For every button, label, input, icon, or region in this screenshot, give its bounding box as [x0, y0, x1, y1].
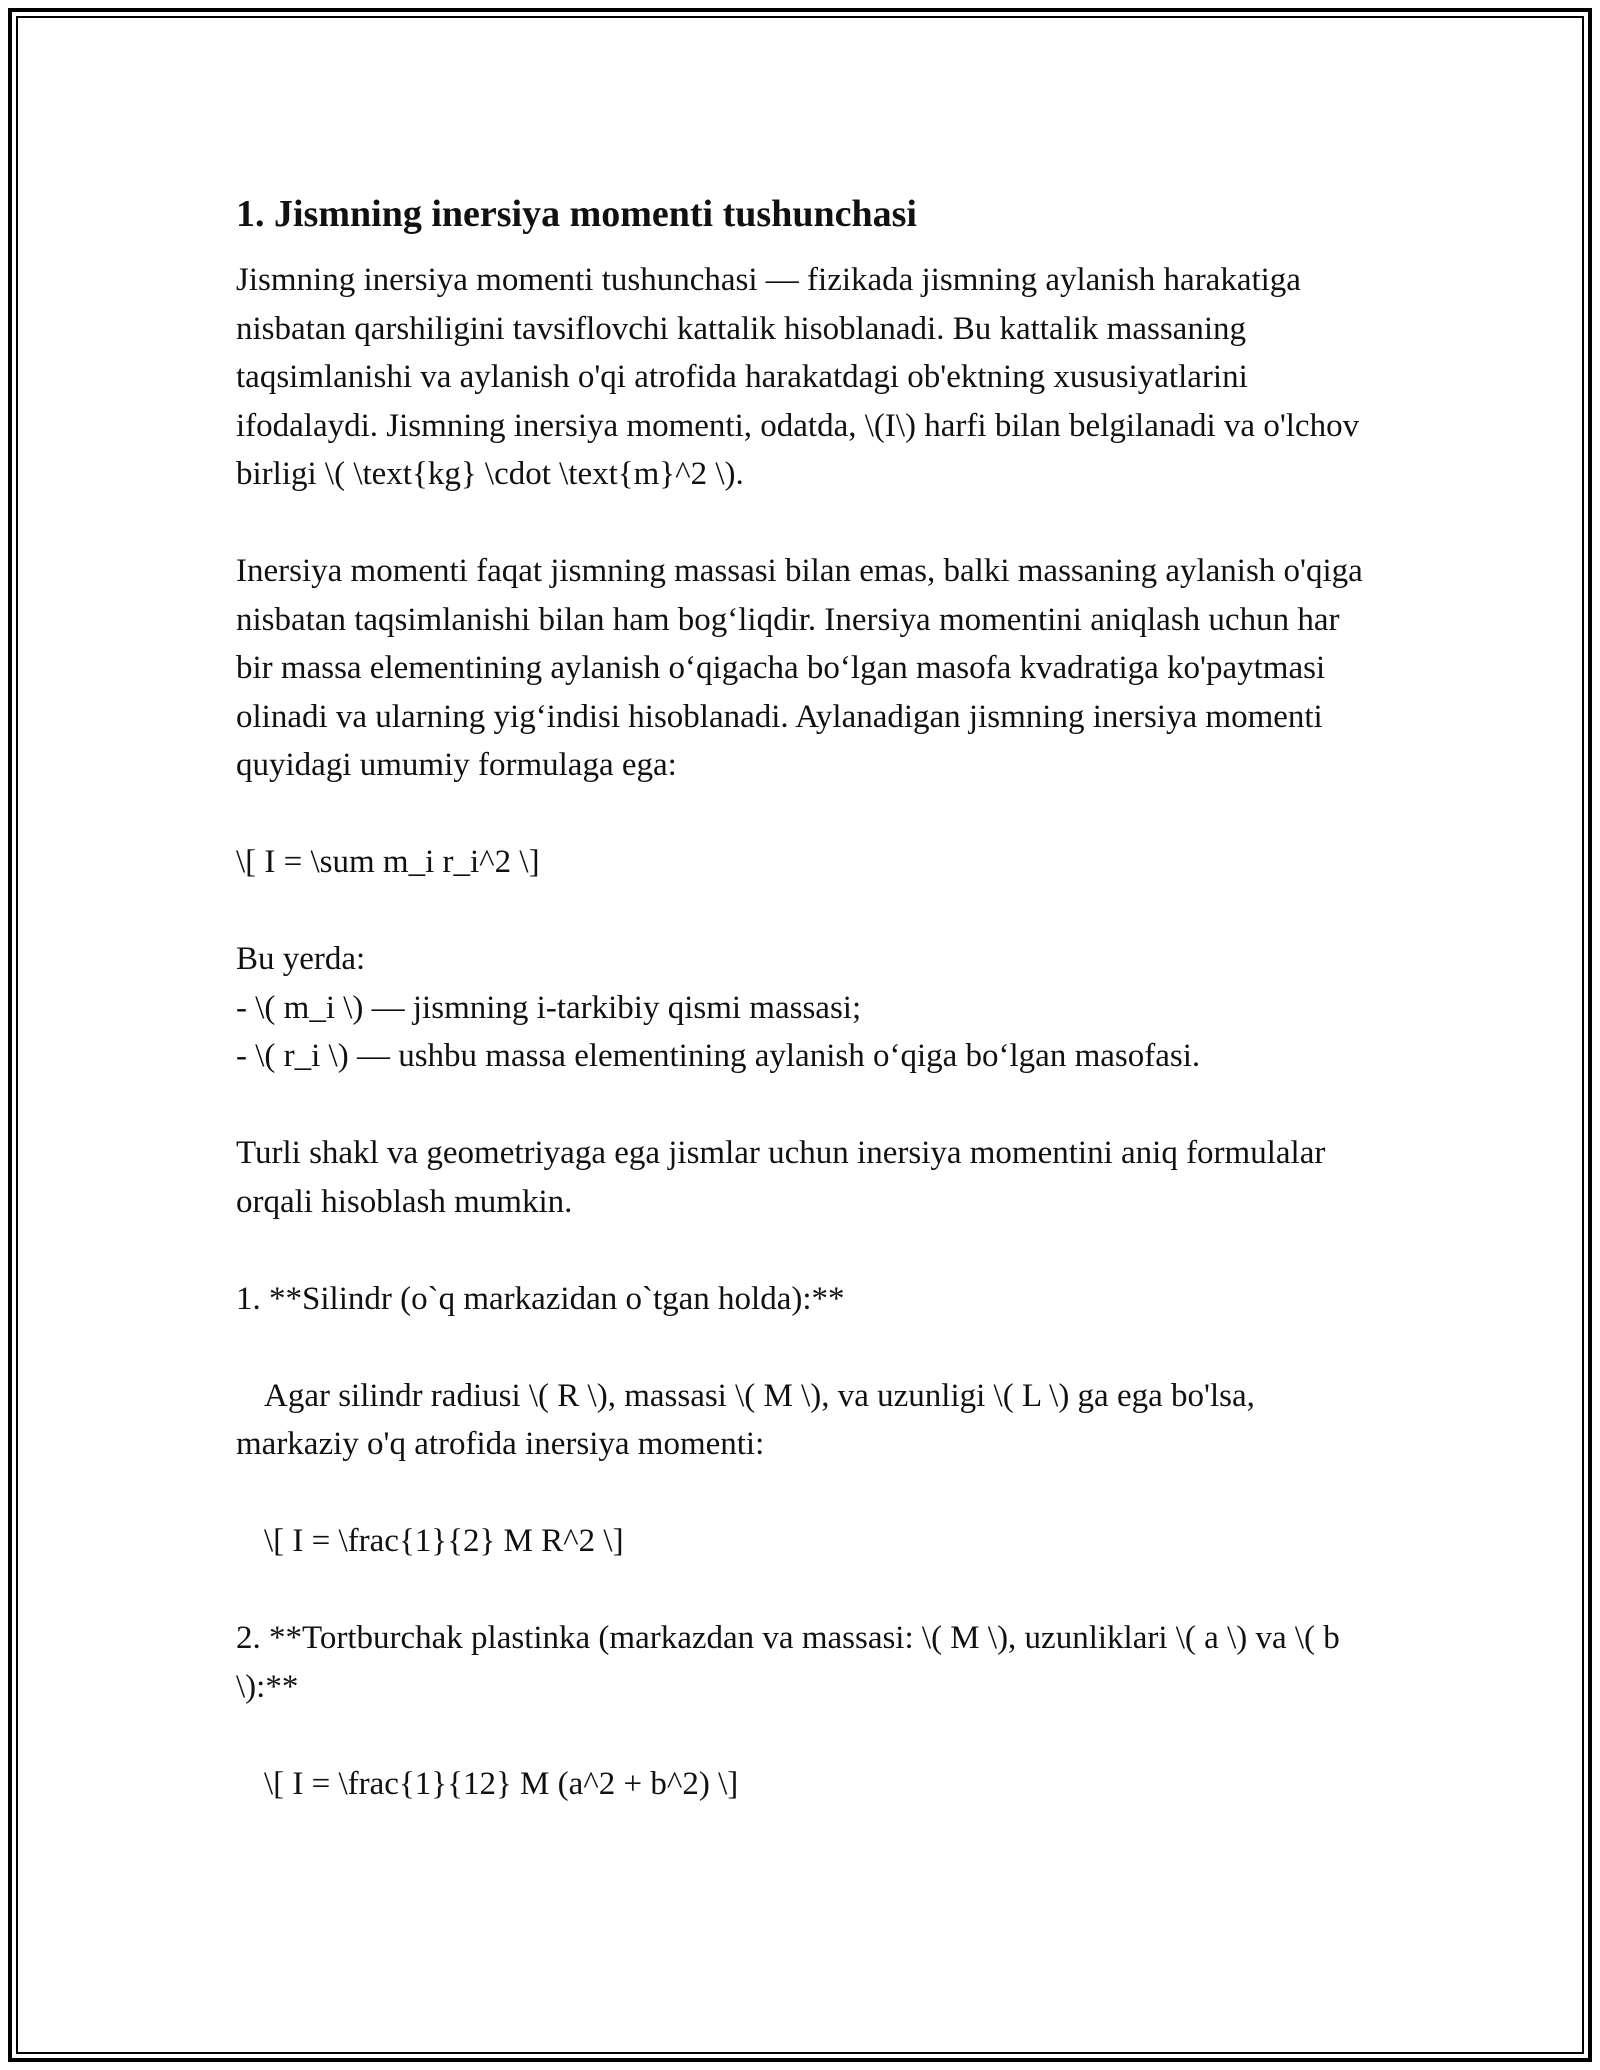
- item-cylinder-text: [236, 1372, 1366, 1469]
- paragraph-definition: Jismning inersiya momenti tushunchasi — fizikada jismning aylanish harakatiga nisbatan qarshiligini tavsiflovchi kattalik hisoblanadi. Bu kattalik massaning taqsimlanishi va aylanish o'qi atrofida harakatdagi ob'ektning xususiyatlarini ifodalaydi. Jismning inersiya momenti, odatda, \(I\) harfi bilan belgilanadi va o'lchov birligi \( \text{kg} \cdot \text{m}^2 \).: [236, 262, 1368, 492]
- spacer: [236, 1566, 1366, 1615]
- spacer: [236, 499, 1366, 548]
- spacer: [236, 887, 1366, 936]
- spacer: [236, 1711, 1366, 1760]
- spacer: [236, 1323, 1366, 1372]
- spacer: [236, 1469, 1366, 1518]
- formula-general: \[ I = \sum m_i r_i^2 \]: [236, 844, 540, 880]
- paragraph-shapes: Turli shakl va geometriyaga ega jismlar uchun inersiya momentini aniq formulalar orqali hisoblash mumkin.: [236, 1135, 1334, 1220]
- item-plate-title: 2. **Tortburchak plastinka (markazdan va massasi: \( M \), uzunliklari \( a \) va \( b \):**: [236, 1620, 1349, 1705]
- section-heading: 1. Jismning inersiya momenti tushunchasi: [236, 193, 917, 235]
- where-item-distance: - \( r_i \) — ushbu massa elementining aylanish o‘qiga bo‘lgan masofasi.: [236, 1038, 1201, 1074]
- spacer: [236, 1081, 1366, 1130]
- item-cylinder-title: 1. **Silindr (o`q markazidan o`tgan holda):**: [236, 1280, 845, 1317]
- document-body: [236, 184, 1372, 1808]
- formula-plate: \[ I = \frac{1}{12} M (a^2 + b^2) \]: [264, 1765, 739, 1802]
- spacer: [236, 1226, 1366, 1275]
- spacer: [236, 790, 1366, 839]
- where-label: Bu yerda:: [236, 941, 366, 977]
- paragraph-distribution: Inersiya momenti faqat jismning massasi bilan emas, balki massaning aylanish o'qiga nisbatan taqsimlanishi bilan ham bog‘liqdir. Inersiya momentini aniqlash uchun har bir massa elementining aylanish o‘qigacha bo‘lgan masofa kvadratiga ko'paytmasi olinadi va ularning yig‘indisi hisoblanadi. Aylanadigan jismning inersiya momenti quyidagi umumiy formulaga ega:: [236, 553, 1372, 783]
- where-item-mass: - \( m_i \) — jismning i-tarkibiy qismi massasi;: [236, 989, 862, 1026]
- item-cylinder-text-content: Agar silindr radiusi \( R \), massasi \( M \), va uzunligi \( L \) ga ega bo'lsa, markaziy o'q atrofida inersiya momenti:: [236, 1377, 1264, 1462]
- formula-cylinder: \[ I = \frac{1}{2} M R^2 \]: [264, 1523, 624, 1559]
